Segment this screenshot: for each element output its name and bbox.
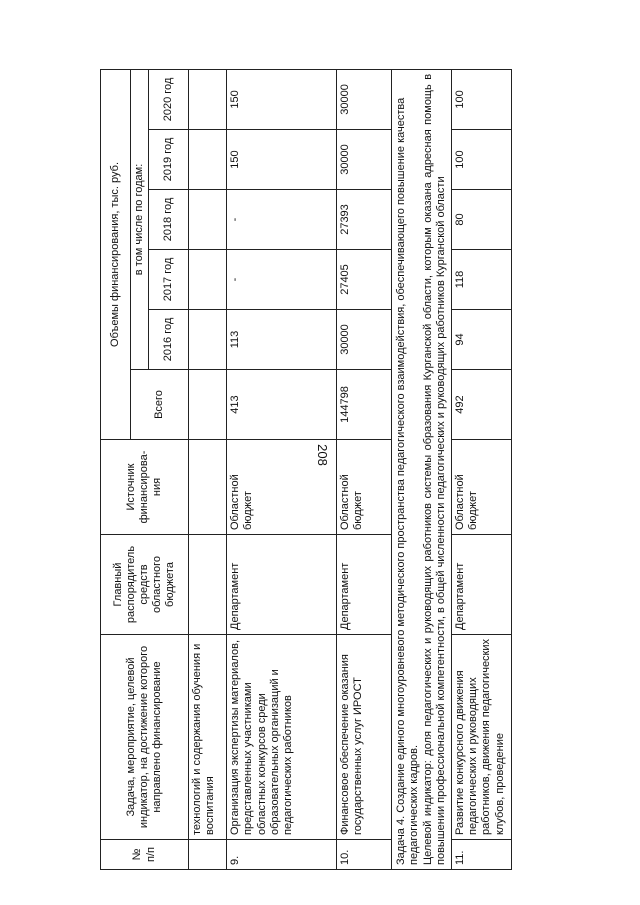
- table-row: [337, 69, 392, 869]
- header-no: № п/п: [101, 840, 189, 870]
- header-distributor: Главный распорядитель средств областного бюджета: [101, 535, 189, 635]
- financing-table: [100, 69, 512, 870]
- row-2018: 27393: [337, 190, 392, 250]
- row-2020: 100: [451, 69, 511, 129]
- header-by-years: в том числе по годам:: [131, 69, 149, 369]
- row-number: 9.: [227, 840, 337, 870]
- row-name: Развитие конкурсного движения педагогических и руководящих работников, движения педагогических клубов, проведение: [451, 635, 511, 840]
- header-task: Задача, мероприятие, целевой индикатор, на достижение которого направлено финансирование: [101, 635, 189, 840]
- header-year-2019: 2019 год: [149, 130, 189, 190]
- row-2018: -: [227, 190, 337, 250]
- row-total: 144798: [337, 370, 392, 440]
- header-year-2018: 2018 год: [149, 190, 189, 250]
- table-row: [189, 69, 227, 869]
- row-distributor: Департамент: [227, 535, 337, 635]
- row-2016: 30000: [337, 310, 392, 370]
- row-name: Финансовое обеспечение оказания государственных услуг ИРОСТ: [337, 635, 392, 840]
- task-block: [392, 69, 452, 869]
- row-2018: 80: [451, 190, 511, 250]
- row-name: Организация экспертизы материалов, представленных участниками областных конкурсов среди образовательных организаций и педагогических работников: [227, 635, 337, 840]
- header-total: Всего: [131, 370, 189, 440]
- row-total: 413: [227, 370, 337, 440]
- row-2020: 30000: [337, 69, 392, 129]
- row-2019: 100: [451, 130, 511, 190]
- row-source: Областной бюджет: [451, 440, 511, 535]
- row-number: 11.: [451, 840, 511, 870]
- row-number: 10.: [337, 840, 392, 870]
- row-distributor: Департамент: [451, 535, 511, 635]
- continuation-text: технологий и содержания обучения и воспитания: [189, 635, 227, 840]
- row-source: Областной бюджет: [337, 440, 392, 535]
- row-distributor: Департамент: [337, 535, 392, 635]
- header-volumes: Объемы финансирования, тыс. руб.: [101, 69, 131, 439]
- header-year-2017: 2017 год: [149, 250, 189, 310]
- table-row: [451, 69, 511, 869]
- table-row: [227, 69, 337, 869]
- row-2020: 150: [227, 69, 337, 129]
- row-2017: 27405: [337, 250, 392, 310]
- row-2017: 118: [451, 250, 511, 310]
- row-2019: 30000: [337, 130, 392, 190]
- header-year-2020: 2020 год: [149, 69, 189, 129]
- row-total: 492: [451, 370, 511, 440]
- task-title: Задача 4. Создание единого многоуровневого методического пространства педагогического взаимодействия, обеспечивающего повышение качества педагогических кадров.: [395, 97, 421, 865]
- row-2016: 113: [227, 310, 337, 370]
- page-number: 208: [315, 444, 330, 466]
- row-2019: 150: [227, 130, 337, 190]
- task-indicator: Целевой индикатор: доля педагогических и руководящих работников системы образования Курганской области, которым оказана адресная помощь в повышении профессиональной компетентности, в общей численности педагогических и руководящих работников Курганской области: [421, 73, 447, 865]
- task-row: [392, 69, 452, 869]
- header-year-2016: 2016 год: [149, 310, 189, 370]
- row-source: Областной бюджет: [227, 440, 337, 535]
- header-source: Источник финансирова-ния: [101, 440, 189, 535]
- row-2016: 94: [451, 310, 511, 370]
- row-2017: -: [227, 250, 337, 310]
- rotated-table-wrapper: [100, 70, 510, 870]
